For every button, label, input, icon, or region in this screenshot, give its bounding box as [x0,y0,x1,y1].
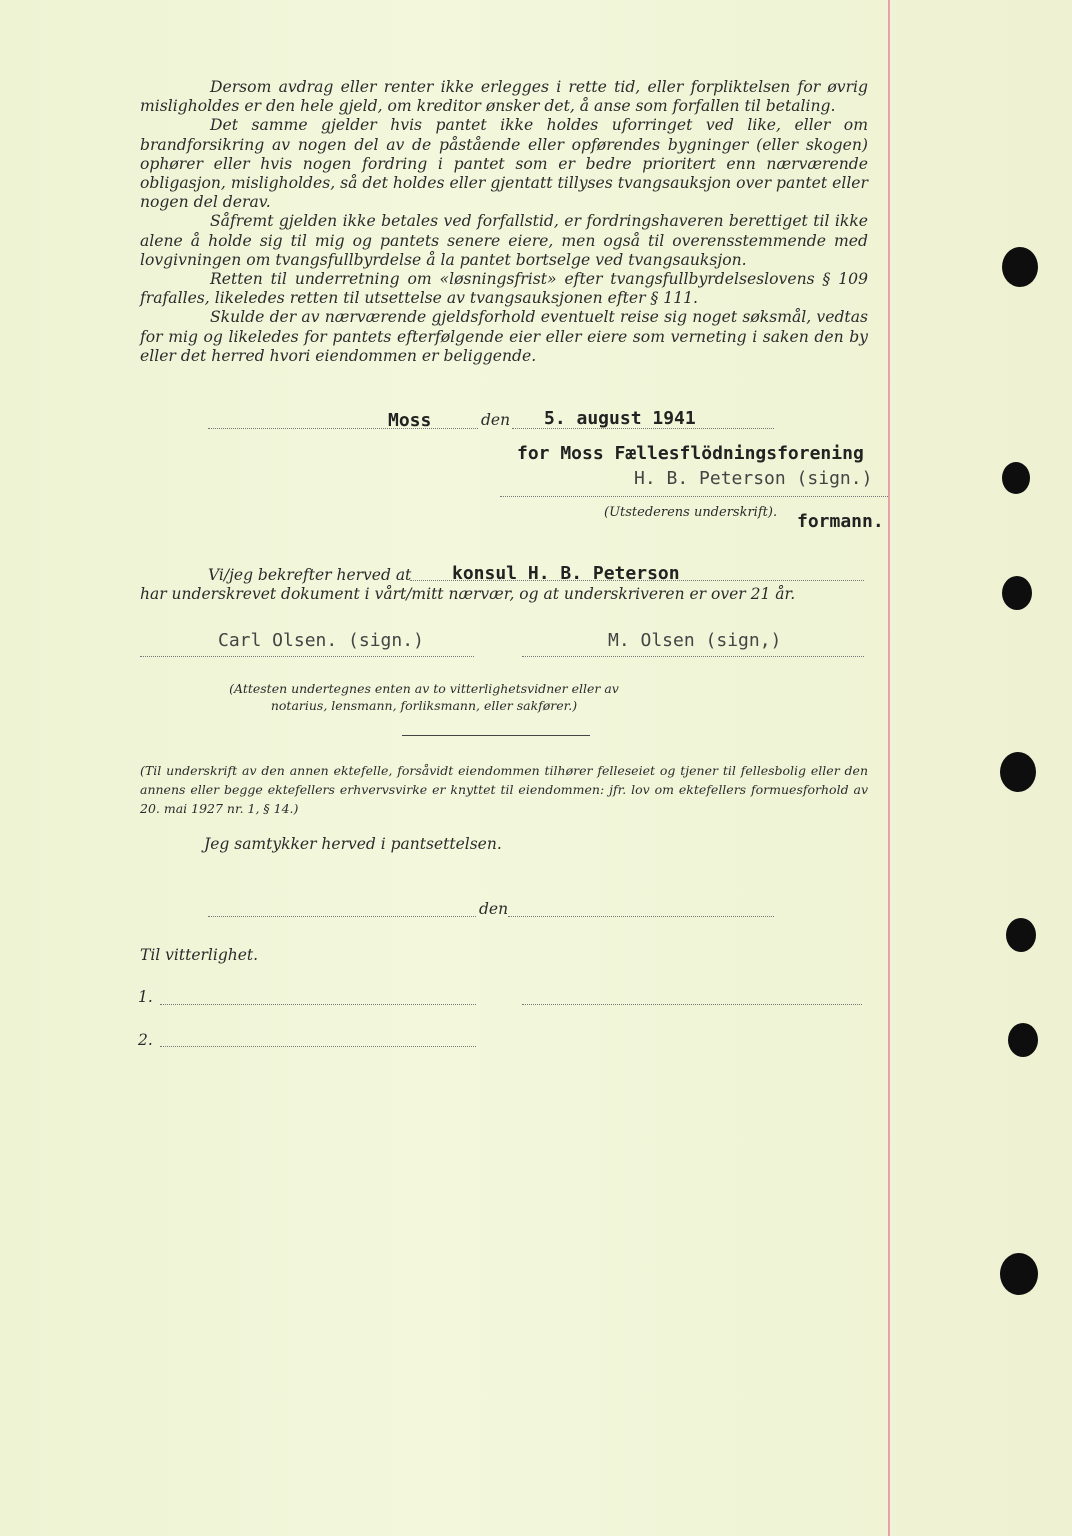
spouse-note: (Til underskrift av den annen ektefelle, forsåvidt eiendommen tilhører felleseiet og tjener til fellesbolig eller den annens eller begge ektefellers erhvervsvirke er knyttet til eiendommen: jfr. lov om ektefellers formuesforhold av 20. mai 1927 nr. 1, § 14.) [140,763,868,816]
signature-dotted-line [500,496,888,497]
witnesses-heading: Til vitterlighet. [140,946,259,964]
signature-caption: (Utstederens underskrift). [604,505,778,520]
witness2-dotted-line [522,656,864,657]
attestation-line2: har underskrevet dokument i vårt/mitt nærvær, og at underskriveren er over 21 år. [140,585,796,603]
spouse-consent: Jeg samtykker herved i pantsettelsen. [204,835,502,853]
issuer-signatory: H. B. Peterson (sign.) [634,468,873,489]
punch-hole-7 [1000,1253,1038,1295]
paragraph-venue: Skulde der av nærværende gjeldsforhold eventuelt reise sig noget søksmål, vedtas for mig og likeledes for pantets efterfølgende eier eller eiere som verneting i saken den by eller det herred hvori eiendommen er beliggende. [140,308,868,365]
witness-number-1: 1. [138,988,153,1006]
paragraph-default: Dersom avdrag eller renter ikke erlegges i rette tid, eller forpliktelsen for øvrig misligholdes er den hele gjeld, om kreditor ønsker det, å anse som forfallen til betaling. [140,78,868,116]
witness-signature-2: M. Olsen (sign,) [608,630,782,651]
punch-hole-5 [1006,918,1036,952]
witness-signature-1: Carl Olsen. (sign.) [218,630,424,651]
paragraph-insurance: Det samme gjelder hvis pantet ikke holdes uforringet ved like, eller om brandforsikring av nogen del av de påstående eller opførendes bygninger (eller skogen) ophører eller hvis nogen fordring i pantet som er bedre prioritert enn nærværende obligasjon, misligholdes, så det holdes eller gjentatt tillyses tvangsauksjon over pantet eller nogen del derav. [140,116,868,212]
punch-hole-3 [1002,576,1032,610]
place-dotted-line [208,428,478,429]
margin-rule [888,0,890,1536]
punch-hole-6 [1008,1023,1038,1057]
paragraph-forced-sale: Såfremt gjelden ikke betales ved forfallstid, er fordringshaveren berettiget til ikke alene å holde sig til mig og pantets senere eiere, men også til overensstemmende med lovgivningen om tvangsfullbyrdelse å la pantet bortselge ved tvangsauksjon. [140,212,868,269]
witness1-dotted-line [140,656,474,657]
attestation-note: (Attesten undertegnes enten av to vitterlighetsvidner eller av notarius, lensmann, forliksmann, eller sakfører.) [229,681,619,713]
punch-hole-4 [1000,752,1036,792]
punch-hole-1 [1002,247,1038,287]
witness-line-1b [522,1004,862,1005]
issuer-title: formann. [797,511,884,532]
attestation-signer: konsul H. B. Peterson [452,563,680,584]
spouse-place-dotted-line [208,916,476,917]
paragraph-notice: Retten til underretning om «løsningsfrist» efter tvangsfullbyrdelseslovens § 109 frafalles, likeledes retten til utsettelse av tvangsauksjonen efter § 111. [140,270,868,308]
date: 5. august 1941 [544,408,696,429]
witness-number-2: 2. [138,1031,153,1049]
issuer-organisation: for Moss Fællesflödningsforening [517,443,864,464]
spouse-date-dotted-line [508,916,774,917]
witness-line-1a [160,1004,476,1005]
terms-text [140,78,868,366]
spouse-den-label: den [479,900,509,918]
witness-line-2 [160,1046,476,1047]
punch-hole-2 [1002,462,1030,494]
attestation-prefix: Vi/jeg bekrefter herved at [208,566,412,584]
place: Moss [388,410,432,431]
den-label: den [481,411,511,429]
separator-rule [402,735,590,736]
